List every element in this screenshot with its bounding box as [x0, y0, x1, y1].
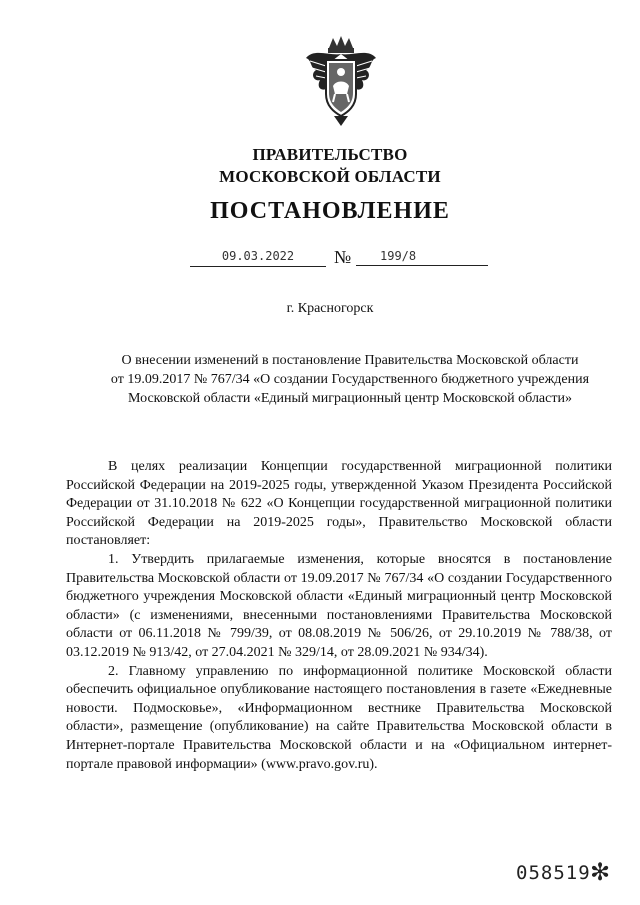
government-title-line2: МОСКОВСКОЙ ОБЛАСТИ — [219, 167, 441, 186]
subject-line2: от 19.09.2017 № 767/34 «О создании Государственного бюджетного учреждения — [110, 372, 590, 387]
number-sign: № — [334, 247, 352, 267]
document-type-heading: ПОСТАНОВЛЕНИЕ — [210, 198, 450, 224]
body-paragraph-item1: 1. Утвердить прилагаемые изменения, которые вносятся в постановление Правительства Московской области от 19.09.2017 № 767/34 «О создании Государственного бюджетного учреждения Московской области «Единый миграционный центр Московской области» (с изменениями, внесенными постановлениями Правительства Московской области от 06.11.2018 № 799/39, от 08.08.2019 № 506/26, от 29.10.2019 № 788/38, от 03.12.2019 № 913/42, от 27.04.2021 № 329/14, от 28.09.2021 № 934/34). — [66, 551, 612, 660]
date-number-line — [0, 246, 640, 270]
body-paragraph-preamble: В целях реализации Концепции государственной миграционной политики Российской Федерации на 2019-2025 годы, утвержденной Указом Президента Российской Федерации от 31.10.2018 № 622 «О Концепции государственной миграционной политики Российской Федерации на 2019-2025 годы», Правительство Московской области постановляет: — [66, 459, 612, 549]
subject-line3: Московской области «Единый миграционный центр Московской области» — [128, 391, 572, 406]
body-paragraph-item2: 2. Главному управлению по информационной политике Московской области обеспечить официальное опубликование настоящего постановления в газете «Ежедневные новости. Подмосковье», «Информационном вестнике Правительства Московской области», размещение (опубликование) на сайте Правительства Московской области в Интернет-портале Правительства Московской области и на «Официальном интернет-портале правовой информации» (www.pravo.gov.ru). — [66, 663, 612, 772]
government-title-line1: ПРАВИТЕЛЬСТВО — [252, 145, 408, 164]
document-number: 199/8 — [356, 246, 488, 266]
serial-star-icon: ✻ — [590, 858, 611, 886]
city-line: г. Красногорск — [286, 301, 374, 316]
document-subject — [60, 351, 640, 408]
serial-number: 058519 — [516, 862, 591, 884]
document-date: 09.03.2022 — [190, 246, 326, 267]
coat-of-arms-icon — [302, 34, 380, 128]
government-title — [0, 144, 640, 188]
subject-line1: О внесении изменений в постановление Правительства Московской области — [121, 353, 579, 368]
document-body — [66, 458, 612, 774]
